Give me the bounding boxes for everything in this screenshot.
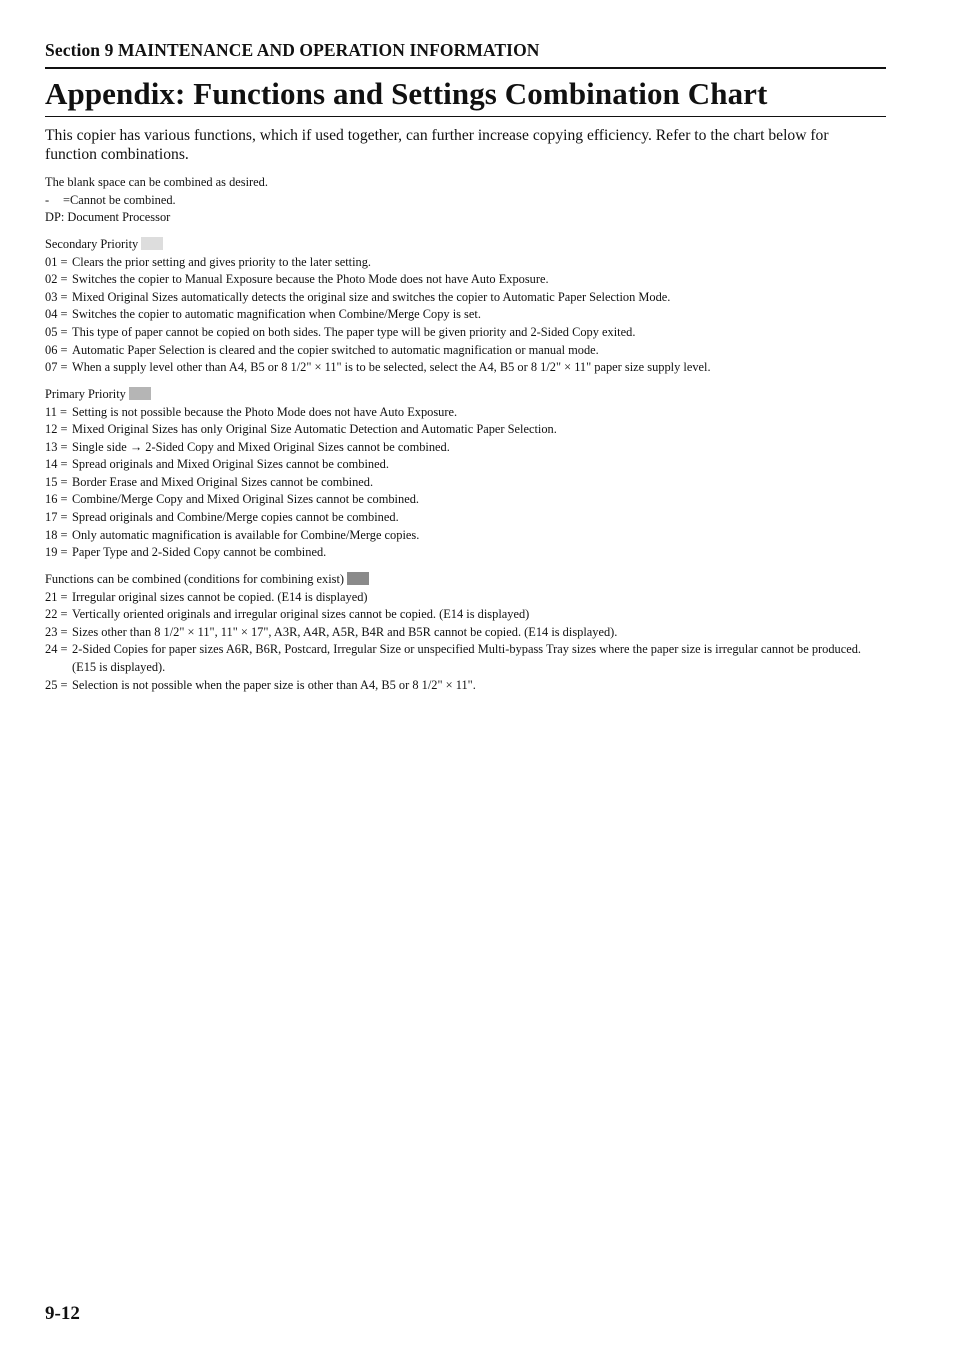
item-text: Paper Type and 2-Sided Copy cannot be combined. [72,545,327,560]
item-text: 2-Sided Copies for paper sizes A6R, B6R, Postcard, Irregular Size or unspecified Multi-bypass Tray sizes where the paper size is irregular cannot be produced. (E15 is displayed). [72,642,862,674]
dash-text: =Cannot be combined. [63,192,176,207]
item-number: 03 = [45,289,68,304]
conditional-swatch [347,572,369,585]
list-item [45,306,886,324]
item-text: Mixed Original Sizes has only Original Size Automatic Detection and Automatic Paper Selection. [72,422,557,437]
list-item [45,491,886,509]
item-number: 07 = [45,360,68,375]
list-item [45,509,886,527]
item-number: 04 = [45,307,68,322]
primary-priority-heading [45,386,886,404]
intro-paragraph: This copier has various functions, which if used together, can further increase copying efficiency. Refer to the chart below for function combinations. [45,127,829,163]
list-item [45,404,886,422]
item-text: Switches the copier to Manual Exposure because the Photo Mode does not have Auto Exposure. [72,272,549,287]
list-item [45,271,886,289]
section-header: Section 9 MAINTENANCE AND OPERATION INFORMATION [45,40,540,60]
item-text: Only automatic magnification is available for Combine/Merge copies. [72,527,420,542]
list-item [45,641,886,676]
list-item [45,359,886,377]
item-text: Irregular original sizes cannot be copied. (E14 is displayed) [72,589,368,604]
item-text: Spread originals and Mixed Original Sizes cannot be combined. [72,457,389,472]
item-text: Vertically oriented originals and irregular original sizes cannot be copied. (E14 is displayed) [72,607,530,622]
title-rule [45,116,886,117]
item-text: When a supply level other than A4, B5 or 8 1/2" × 11" is to be selected, select the A4, B5 or 8 1/2" × 11" paper size supply level. [72,360,711,375]
legend-notes [45,174,886,694]
item-number: 05 = [45,324,68,339]
item-number: 11 = [45,404,68,419]
primary-priority-list [45,404,886,562]
list-item [45,589,886,607]
item-text: Combine/Merge Copy and Mixed Original Sizes cannot be combined. [72,492,419,507]
item-text: Mixed Original Sizes automatically detects the original size and switches the copier to Automatic Paper Selection Mode. [72,289,671,304]
item-text: Single side → 2-Sided Copy and Mixed Original Sizes cannot be combined. [72,439,450,454]
item-text: Setting is not possible because the Photo Mode does not have Auto Exposure. [72,404,458,419]
list-item [45,439,886,457]
header-rule [45,67,886,69]
item-number: 21 = [45,589,68,604]
legend-blank: The blank space can be combined as desired. [45,175,268,189]
item-number: 22 = [45,607,68,622]
item-text: This type of paper cannot be copied on both sides. The paper type will be given priority and 2-Sided Copy exited. [72,324,636,339]
list-item [45,474,886,492]
item-number: 25 = [45,677,68,692]
item-number: 18 = [45,527,68,542]
item-number: 13 = [45,439,68,454]
item-number: 24 = [45,642,68,657]
primary-priority-label: Primary Priority [45,386,126,401]
item-text: Border Erase and Mixed Original Sizes cannot be combined. [72,474,374,489]
secondary-priority-list [45,254,886,377]
item-text: Clears the prior setting and gives priority to the later setting. [72,254,372,269]
list-item [45,456,886,474]
list-item [45,254,886,272]
list-item [45,606,886,624]
page-number: 9-12 [45,1303,80,1324]
item-number: 01 = [45,254,68,269]
page-title: Appendix: Functions and Settings Combination Chart [45,76,768,111]
legend-dp: DP: Document Processor [45,210,171,225]
item-number: 19 = [45,545,68,560]
item-text: Switches the copier to automatic magnification when Combine/Merge Copy is set. [72,307,481,322]
conditional-heading [45,571,886,589]
secondary-priority-label: Secondary Priority [45,236,139,251]
item-number: 15 = [45,474,68,489]
item-number: 17 = [45,510,68,525]
item-number: 06 = [45,342,68,357]
list-item [45,677,886,695]
item-number: 16 = [45,492,68,507]
item-number: 12 = [45,422,68,437]
item-text: Sizes other than 8 1/2" × 11", 11" × 17", A3R, A4R, A5R, B4R and B5R cannot be copied. (E14 is displayed). [72,624,618,639]
secondary-priority-swatch [141,237,163,250]
list-item [45,544,886,562]
item-text: Selection is not possible when the paper size is other than A4, B5 or 8 1/2" × 11". [72,677,476,692]
item-text: Spread originals and Combine/Merge copies cannot be combined. [72,510,399,525]
list-item [45,289,886,307]
item-number: 14 = [45,457,68,472]
item-text: Automatic Paper Selection is cleared and the copier switched to automatic magnification or manual mode. [72,342,599,357]
list-item [45,342,886,360]
conditional-label: Functions can be combined (conditions for combining exist) [45,572,345,587]
secondary-priority-heading [45,236,886,254]
item-number: 02 = [45,272,68,287]
list-item [45,324,886,342]
primary-priority-swatch [129,387,151,400]
list-item [45,624,886,642]
list-item [45,421,886,439]
item-number: 23 = [45,624,68,639]
list-item [45,527,886,545]
legend-dash [45,192,886,210]
conditional-list [45,589,886,695]
dash-symbol: - [45,192,50,207]
